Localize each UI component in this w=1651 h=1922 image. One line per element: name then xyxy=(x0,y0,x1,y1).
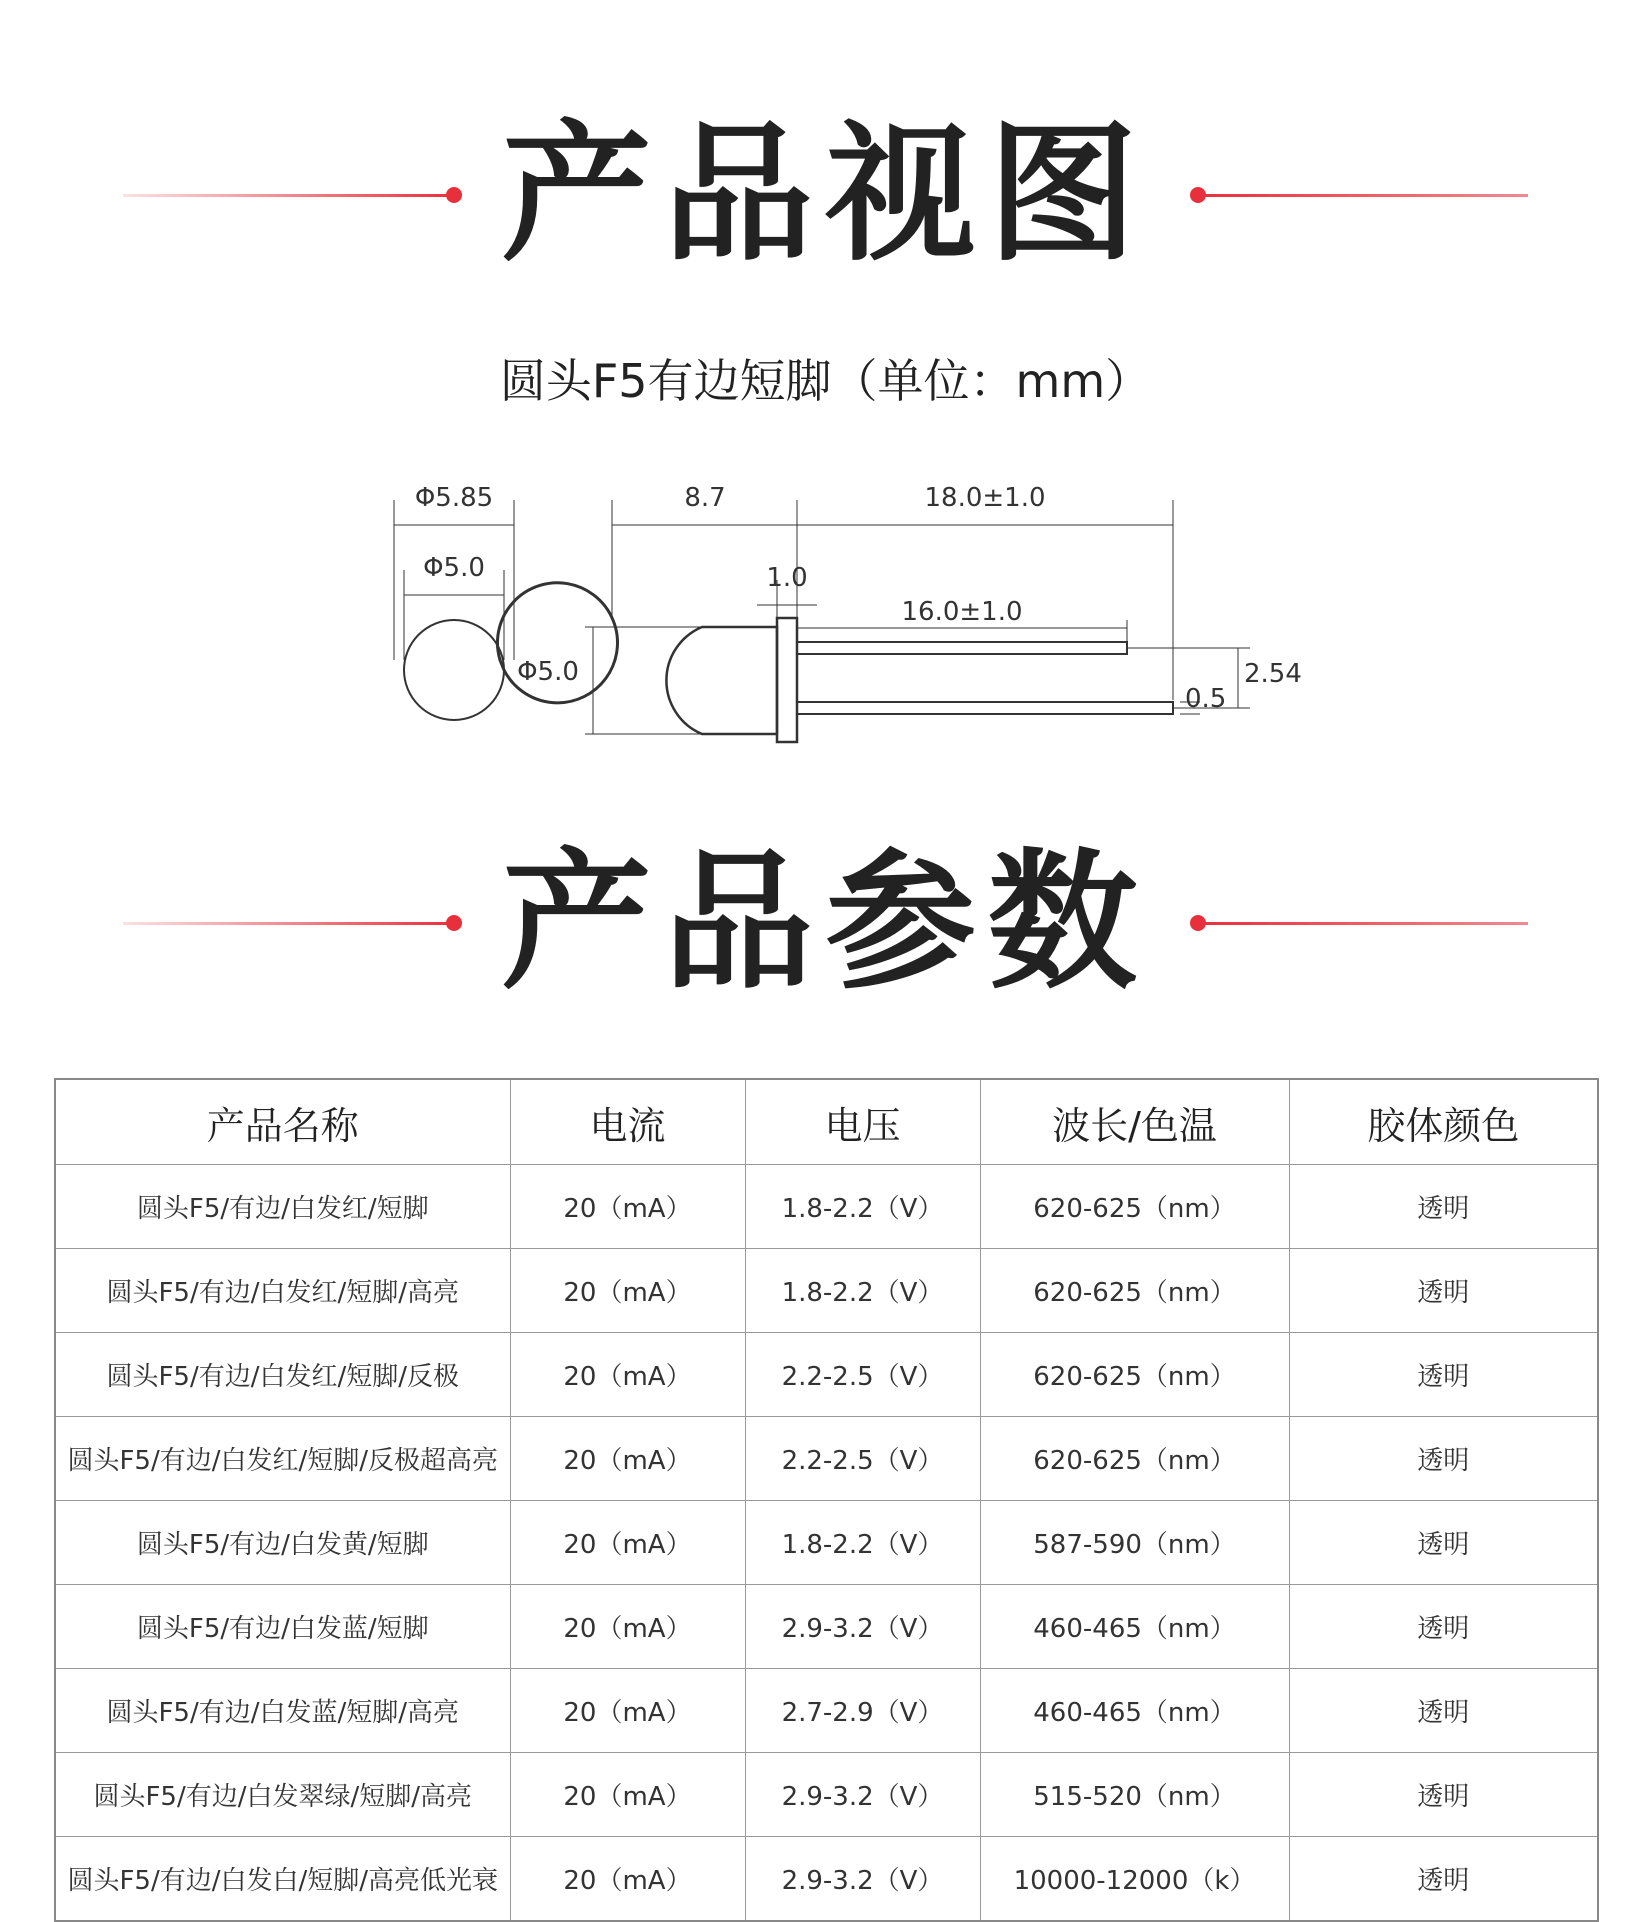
cell-wavelength: 620-625（nm） xyxy=(980,1333,1289,1417)
cell-wavelength: 515-520（nm） xyxy=(980,1753,1289,1837)
diagram-subtitle: 圆头F5有边短脚（单位：mm） xyxy=(499,354,1152,408)
cell-colloid-color: 透明 xyxy=(1289,1333,1598,1417)
cell-wavelength: 620-625（nm） xyxy=(980,1165,1289,1249)
table-row xyxy=(55,1669,1598,1753)
cell-colloid-color: 透明 xyxy=(1289,1501,1598,1585)
cell-colloid-color: 透明 xyxy=(1289,1753,1598,1837)
lead-long xyxy=(797,702,1173,714)
table-header-row xyxy=(55,1079,1598,1165)
cell-current: 20（mA） xyxy=(510,1837,745,1922)
params-section-header xyxy=(0,838,1651,1008)
right-deco-line xyxy=(1198,194,1528,197)
cell-current: 20（mA） xyxy=(510,1501,745,1585)
led-body xyxy=(666,627,777,734)
cell-voltage: 2.2-2.5（V） xyxy=(745,1333,980,1417)
table-row xyxy=(55,1753,1598,1837)
cell-wavelength: 460-465（nm） xyxy=(980,1585,1289,1669)
table-row xyxy=(55,1165,1598,1249)
header-voltage: 电压 xyxy=(745,1079,980,1165)
cell-wavelength: 620-625（nm） xyxy=(980,1249,1289,1333)
table-row xyxy=(55,1837,1598,1922)
cell-product-name: 圆头F5/有边/白发蓝/短脚/高亮 xyxy=(55,1669,510,1753)
cell-voltage: 2.9-3.2（V） xyxy=(745,1585,980,1669)
cell-product-name: 圆头F5/有边/白发红/短脚/反极超高亮 xyxy=(55,1417,510,1501)
dim-pitch: 2.54 xyxy=(1244,659,1302,689)
view-section-header xyxy=(0,110,1651,280)
cell-wavelength: 587-590（nm） xyxy=(980,1501,1289,1585)
cell-current: 20（mA） xyxy=(510,1753,745,1837)
cell-voltage: 2.7-2.9（V） xyxy=(745,1669,980,1753)
cell-voltage: 2.9-3.2（V） xyxy=(745,1837,980,1922)
cell-product-name: 圆头F5/有边/白发白/短脚/高亮低光衰 xyxy=(55,1837,510,1922)
dim-lead-width: 0.5 xyxy=(1185,684,1227,714)
cell-colloid-color: 透明 xyxy=(1289,1669,1598,1753)
table-row xyxy=(55,1501,1598,1585)
cell-colloid-color: 透明 xyxy=(1289,1249,1598,1333)
cell-product-name: 圆头F5/有边/白发蓝/短脚 xyxy=(55,1585,510,1669)
table-row xyxy=(55,1249,1598,1333)
cell-wavelength: 10000-12000（k） xyxy=(980,1837,1289,1922)
header-colloid-color: 胶体颜色 xyxy=(1289,1079,1598,1165)
cell-current: 20（mA） xyxy=(510,1417,745,1501)
dim-flange: 1.0 xyxy=(766,563,808,593)
cell-current: 20（mA） xyxy=(510,1165,745,1249)
params-section-title: 产品参数 xyxy=(501,836,1150,1010)
cell-colloid-color: 透明 xyxy=(1289,1165,1598,1249)
view-section-title: 产品视图 xyxy=(501,108,1150,282)
cell-colloid-color: 透明 xyxy=(1289,1837,1598,1922)
dim-lead-long: 18.0±1.0 xyxy=(924,483,1046,513)
cell-product-name: 圆头F5/有边/白发红/短脚/高亮 xyxy=(55,1249,510,1333)
cell-current: 20（mA） xyxy=(510,1669,745,1753)
table-row xyxy=(55,1333,1598,1417)
cell-voltage: 2.2-2.5（V） xyxy=(745,1417,980,1501)
table-row xyxy=(55,1417,1598,1501)
front-view-inner-circle xyxy=(404,620,504,720)
led-flange xyxy=(777,618,797,742)
header-wavelength: 波长/色温 xyxy=(980,1079,1289,1165)
cell-current: 20（mA） xyxy=(510,1249,745,1333)
cell-wavelength: 460-465（nm） xyxy=(980,1669,1289,1753)
dim-outer-dia: Φ5.85 xyxy=(414,483,494,513)
cell-product-name: 圆头F5/有边/白发红/短脚/反极 xyxy=(55,1333,510,1417)
cell-product-name: 圆头F5/有边/白发红/短脚 xyxy=(55,1165,510,1249)
header-product-name: 产品名称 xyxy=(55,1079,510,1165)
cell-voltage: 2.9-3.2（V） xyxy=(745,1753,980,1837)
lead-short xyxy=(797,642,1127,654)
dim-side-dia: Φ5.0 xyxy=(517,657,579,687)
table-row xyxy=(55,1585,1598,1669)
cell-colloid-color: 透明 xyxy=(1289,1417,1598,1501)
cell-wavelength: 620-625（nm） xyxy=(980,1417,1289,1501)
cell-product-name: 圆头F5/有边/白发黄/短脚 xyxy=(55,1501,510,1585)
dim-inner-dia: Φ5.0 xyxy=(423,553,485,583)
dim-lead-short: 16.0±1.0 xyxy=(901,597,1023,627)
dim-body-length: 8.7 xyxy=(684,483,726,513)
cell-product-name: 圆头F5/有边/白发翠绿/短脚/高亮 xyxy=(55,1753,510,1837)
led-dimension-diagram xyxy=(380,470,1320,750)
product-params-table xyxy=(54,1078,1599,1922)
cell-colloid-color: 透明 xyxy=(1289,1585,1598,1669)
cell-current: 20（mA） xyxy=(510,1333,745,1417)
cell-voltage: 1.8-2.2（V） xyxy=(745,1501,980,1585)
cell-current: 20（mA） xyxy=(510,1585,745,1669)
header-current: 电流 xyxy=(510,1079,745,1165)
cell-voltage: 1.8-2.2（V） xyxy=(745,1249,980,1333)
cell-voltage: 1.8-2.2（V） xyxy=(745,1165,980,1249)
right-deco-line xyxy=(1198,922,1528,925)
